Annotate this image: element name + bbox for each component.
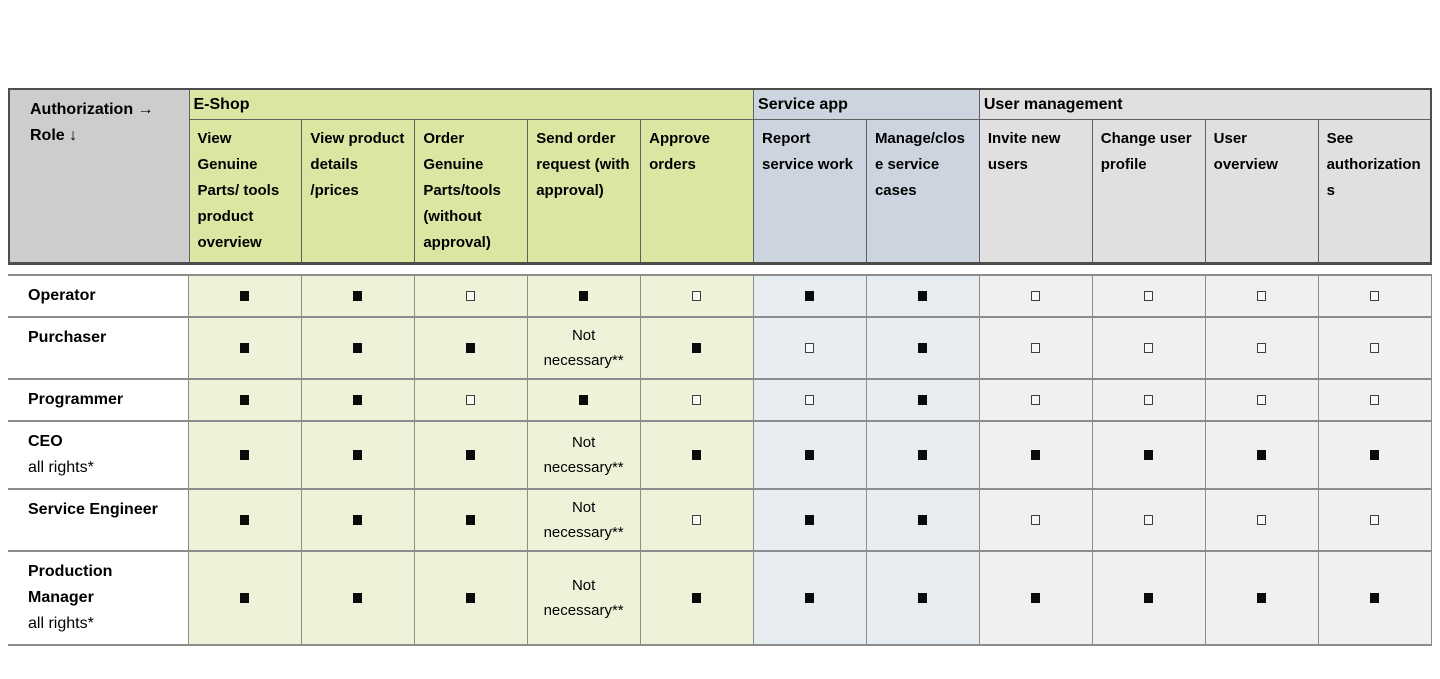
checked-square-icon bbox=[1031, 593, 1040, 603]
checked-square-icon bbox=[240, 291, 249, 301]
column-header-4: Approve orders bbox=[641, 120, 754, 264]
checked-square-icon bbox=[579, 395, 588, 405]
permission-cell bbox=[1092, 275, 1205, 317]
corner-header-cell bbox=[9, 89, 189, 264]
permission-cell bbox=[1092, 379, 1205, 421]
permission-cell bbox=[753, 489, 866, 551]
unchecked-square-icon bbox=[1144, 343, 1153, 353]
permission-cell bbox=[753, 275, 866, 317]
matrix-body-table bbox=[8, 274, 1432, 646]
checked-square-icon bbox=[353, 395, 362, 405]
column-header-2: Order Genuine Parts/tools (without approval) bbox=[415, 120, 528, 264]
checked-square-icon bbox=[692, 450, 701, 460]
permission-cell bbox=[640, 489, 753, 551]
permission-cell bbox=[866, 317, 979, 379]
column-header-0: View Genuine Parts/ tools product overview bbox=[189, 120, 302, 264]
group-header-usermgmt: User management bbox=[979, 89, 1431, 120]
checked-square-icon bbox=[918, 515, 927, 525]
checked-square-icon bbox=[353, 515, 362, 525]
permission-cell bbox=[1318, 379, 1431, 421]
matrix-body bbox=[8, 275, 1432, 645]
permission-cell bbox=[753, 551, 866, 645]
checked-square-icon bbox=[353, 291, 362, 301]
checked-square-icon bbox=[805, 291, 814, 301]
permission-cell bbox=[527, 275, 640, 317]
role-name: Purchaser bbox=[28, 329, 107, 346]
unchecked-square-icon bbox=[1257, 343, 1266, 353]
permission-cell bbox=[640, 379, 753, 421]
corner-line-authorization: Authorization → bbox=[30, 101, 154, 118]
unchecked-square-icon bbox=[805, 395, 814, 405]
unchecked-square-icon bbox=[466, 291, 475, 301]
permission-cell bbox=[414, 317, 527, 379]
permission-cell bbox=[188, 275, 301, 317]
unchecked-square-icon bbox=[805, 343, 814, 353]
permission-cell bbox=[866, 379, 979, 421]
permission-cell bbox=[301, 551, 414, 645]
unchecked-square-icon bbox=[1144, 395, 1153, 405]
corner-line-role: Role ↓ bbox=[30, 127, 78, 144]
permission-cell bbox=[640, 551, 753, 645]
permission-cell: Not necessary** bbox=[527, 317, 640, 379]
checked-square-icon bbox=[353, 343, 362, 353]
permission-cell bbox=[640, 275, 753, 317]
role-cell bbox=[8, 275, 188, 317]
matrix-header-table bbox=[8, 88, 1432, 265]
group-header-eshop: E-Shop bbox=[189, 89, 754, 120]
authorization-matrix bbox=[8, 88, 1432, 646]
permission-cell bbox=[188, 317, 301, 379]
checked-square-icon bbox=[240, 515, 249, 525]
permission-cell bbox=[301, 275, 414, 317]
column-header-1: View product details /prices bbox=[302, 120, 415, 264]
column-header-6: Manage/close service cases bbox=[866, 120, 979, 264]
permission-cell bbox=[1205, 275, 1318, 317]
unchecked-square-icon bbox=[1144, 291, 1153, 301]
group-header-row bbox=[9, 89, 1431, 120]
permission-cell bbox=[753, 421, 866, 489]
permission-cell bbox=[1318, 275, 1431, 317]
permission-cell: Not necessary** bbox=[527, 551, 640, 645]
column-header-row bbox=[9, 120, 1431, 264]
permission-cell bbox=[1092, 421, 1205, 489]
permission-cell bbox=[1205, 379, 1318, 421]
checked-square-icon bbox=[918, 450, 927, 460]
permission-cell bbox=[753, 379, 866, 421]
role-name: Service Engineer bbox=[28, 501, 158, 518]
permission-cell bbox=[979, 551, 1092, 645]
role-row bbox=[8, 317, 1432, 379]
permission-cell: Not necessary** bbox=[527, 421, 640, 489]
permission-cell bbox=[866, 421, 979, 489]
role-row bbox=[8, 379, 1432, 421]
unchecked-square-icon bbox=[1370, 515, 1379, 525]
column-header-5: Report service work bbox=[754, 120, 867, 264]
role-name: Operator bbox=[28, 287, 96, 304]
permission-cell: Not necessary** bbox=[527, 489, 640, 551]
checked-square-icon bbox=[918, 291, 927, 301]
checked-square-icon bbox=[466, 343, 475, 353]
unchecked-square-icon bbox=[692, 515, 701, 525]
role-name: CEO bbox=[28, 433, 63, 450]
permission-cell bbox=[527, 379, 640, 421]
checked-square-icon bbox=[805, 515, 814, 525]
group-header-service: Service app bbox=[754, 89, 980, 120]
permission-cell bbox=[1318, 489, 1431, 551]
role-note: all rights* bbox=[28, 615, 94, 632]
role-name: Production Manager bbox=[28, 563, 113, 606]
checked-square-icon bbox=[240, 395, 249, 405]
unchecked-square-icon bbox=[466, 395, 475, 405]
checked-square-icon bbox=[353, 450, 362, 460]
role-row bbox=[8, 275, 1432, 317]
permission-cell bbox=[1092, 317, 1205, 379]
role-row bbox=[8, 551, 1432, 645]
checked-square-icon bbox=[805, 450, 814, 460]
role-cell bbox=[8, 421, 188, 489]
checked-square-icon bbox=[466, 515, 475, 525]
checked-square-icon bbox=[692, 593, 701, 603]
unchecked-square-icon bbox=[1370, 291, 1379, 301]
permission-cell bbox=[753, 317, 866, 379]
permission-cell bbox=[301, 317, 414, 379]
permission-cell bbox=[1092, 551, 1205, 645]
permission-cell bbox=[1205, 421, 1318, 489]
checked-square-icon bbox=[1031, 450, 1040, 460]
role-row bbox=[8, 489, 1432, 551]
permission-cell bbox=[301, 489, 414, 551]
permission-cell bbox=[188, 379, 301, 421]
permission-cell bbox=[414, 379, 527, 421]
permission-cell bbox=[640, 317, 753, 379]
permission-cell bbox=[1318, 551, 1431, 645]
unchecked-square-icon bbox=[1257, 515, 1266, 525]
checked-square-icon bbox=[692, 343, 701, 353]
checked-square-icon bbox=[579, 291, 588, 301]
unchecked-square-icon bbox=[1144, 515, 1153, 525]
checked-square-icon bbox=[1257, 593, 1266, 603]
role-cell bbox=[8, 379, 188, 421]
permission-cell bbox=[414, 421, 527, 489]
unchecked-square-icon bbox=[1370, 343, 1379, 353]
unchecked-square-icon bbox=[1031, 291, 1040, 301]
column-header-8: Change user profile bbox=[1092, 120, 1205, 264]
checked-square-icon bbox=[466, 593, 475, 603]
permission-cell bbox=[188, 421, 301, 489]
permission-cell bbox=[301, 421, 414, 489]
unchecked-square-icon bbox=[692, 395, 701, 405]
unchecked-square-icon bbox=[1257, 395, 1266, 405]
permission-cell bbox=[866, 551, 979, 645]
column-header-3: Send order request (with approval) bbox=[528, 120, 641, 264]
permission-cell bbox=[979, 317, 1092, 379]
role-cell bbox=[8, 317, 188, 379]
permission-cell bbox=[414, 275, 527, 317]
unchecked-square-icon bbox=[1257, 291, 1266, 301]
column-header-10: See authorizations bbox=[1318, 120, 1431, 264]
column-header-9: User overview bbox=[1205, 120, 1318, 264]
unchecked-square-icon bbox=[1031, 395, 1040, 405]
permission-cell bbox=[414, 551, 527, 645]
permission-cell bbox=[414, 489, 527, 551]
permission-cell bbox=[1205, 317, 1318, 379]
role-row bbox=[8, 421, 1432, 489]
checked-square-icon bbox=[466, 450, 475, 460]
checked-square-icon bbox=[1144, 593, 1153, 603]
role-name: Programmer bbox=[28, 391, 124, 408]
checked-square-icon bbox=[240, 450, 249, 460]
permission-cell bbox=[1205, 489, 1318, 551]
permission-cell bbox=[1205, 551, 1318, 645]
checked-square-icon bbox=[1257, 450, 1266, 460]
permission-cell bbox=[866, 275, 979, 317]
permission-cell bbox=[1092, 489, 1205, 551]
role-cell bbox=[8, 489, 188, 551]
permission-cell bbox=[979, 379, 1092, 421]
checked-square-icon bbox=[918, 395, 927, 405]
checked-square-icon bbox=[240, 593, 249, 603]
checked-square-icon bbox=[240, 343, 249, 353]
permission-cell bbox=[1318, 317, 1431, 379]
permission-cell bbox=[979, 275, 1092, 317]
checked-square-icon bbox=[1370, 593, 1379, 603]
permission-cell bbox=[979, 421, 1092, 489]
unchecked-square-icon bbox=[1031, 515, 1040, 525]
permission-cell bbox=[640, 421, 753, 489]
role-cell bbox=[8, 551, 188, 645]
checked-square-icon bbox=[1370, 450, 1379, 460]
unchecked-square-icon bbox=[692, 291, 701, 301]
role-note: all rights* bbox=[28, 459, 94, 476]
permission-cell bbox=[866, 489, 979, 551]
checked-square-icon bbox=[918, 343, 927, 353]
permission-cell bbox=[188, 551, 301, 645]
permission-cell bbox=[188, 489, 301, 551]
checked-square-icon bbox=[353, 593, 362, 603]
unchecked-square-icon bbox=[1370, 395, 1379, 405]
checked-square-icon bbox=[918, 593, 927, 603]
permission-cell bbox=[979, 489, 1092, 551]
permission-cell bbox=[301, 379, 414, 421]
unchecked-square-icon bbox=[1031, 343, 1040, 353]
checked-square-icon bbox=[805, 593, 814, 603]
column-header-7: Invite new users bbox=[979, 120, 1092, 264]
permission-cell bbox=[1318, 421, 1431, 489]
checked-square-icon bbox=[1144, 450, 1153, 460]
